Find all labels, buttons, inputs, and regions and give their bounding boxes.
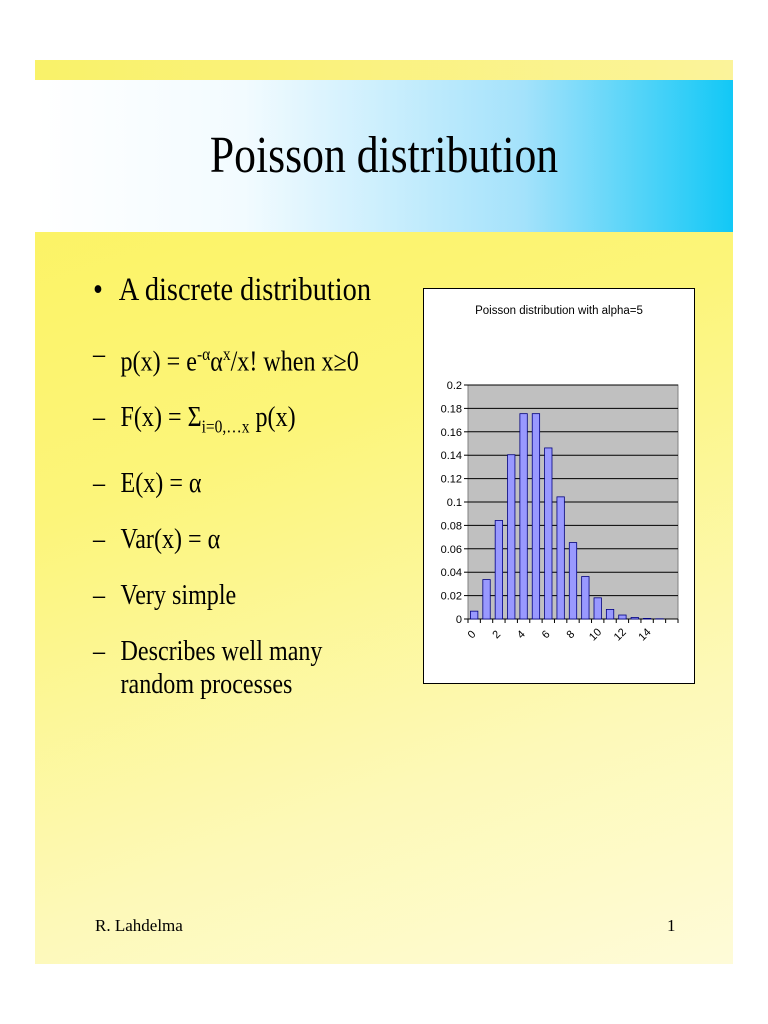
bullet-dot: • (93, 272, 103, 308)
top-band (35, 60, 733, 80)
bar (594, 598, 601, 619)
y-tick-label: 0.06 (440, 543, 462, 556)
bar (532, 414, 539, 619)
y-tick-label: 0.1 (446, 497, 462, 509)
y-tick-label: 0.18 (440, 403, 462, 416)
sub-item-variance: – Var(x) = α (93, 523, 221, 555)
y-tick-label: 0 (455, 614, 462, 626)
bar (545, 448, 552, 619)
y-tick-label: 0.14 (440, 450, 462, 463)
bullet-list (93, 265, 433, 701)
bar (643, 618, 650, 619)
x-tick-label: 8 (564, 628, 578, 642)
y-tick-label: 0.08 (440, 520, 462, 533)
x-tick-label: 0 (465, 628, 479, 642)
y-tick-label: 0.12 (440, 473, 462, 486)
bar (569, 543, 576, 619)
bar (582, 577, 589, 619)
x-tick-label: 6 (539, 628, 553, 642)
sub-item-simple: – Very simple (93, 579, 237, 611)
bar (606, 609, 613, 619)
footer-author: R. Lahdelma (95, 916, 183, 935)
y-tick-label: 0.02 (440, 590, 462, 603)
x-tick-label: 2 (490, 628, 504, 642)
sub-item-describes: – Describes well many random processes (93, 635, 323, 700)
bar (557, 497, 564, 619)
chart-container (423, 288, 695, 684)
page-number: 1 (667, 916, 676, 935)
y-tick-label: 0.04 (440, 567, 462, 580)
bar (520, 414, 527, 619)
bar (483, 580, 490, 619)
bar (495, 520, 502, 619)
y-tick-label: 0.16 (440, 426, 462, 439)
sub-item-cdf: – $F(x) = \Sigma_{i=0,\dots x}$ p(x) (93, 402, 296, 437)
bar (508, 455, 515, 619)
sub-item-mean: – E(x) = α (93, 467, 202, 499)
x-tick-label: 12 (611, 626, 629, 644)
main-bullet: • A discrete distribution (93, 265, 385, 315)
y-tick-label: 0.2 (446, 380, 462, 392)
chart-title: Poisson distribution with alpha=5 (475, 305, 643, 317)
poisson-bar-chart (424, 289, 694, 683)
x-tick-label: 14 (636, 626, 654, 644)
bar (631, 617, 638, 619)
slide-title: Poisson distribution (209, 127, 559, 184)
x-tick-label: 4 (515, 628, 528, 642)
sub-item-pmf: – $p(x) = e^{-\alpha}\alpha^x/x$! when x≥0 (93, 339, 359, 378)
x-tick-label: 10 (587, 626, 605, 644)
slide (35, 60, 733, 964)
bar (619, 615, 626, 619)
bar (470, 611, 477, 619)
